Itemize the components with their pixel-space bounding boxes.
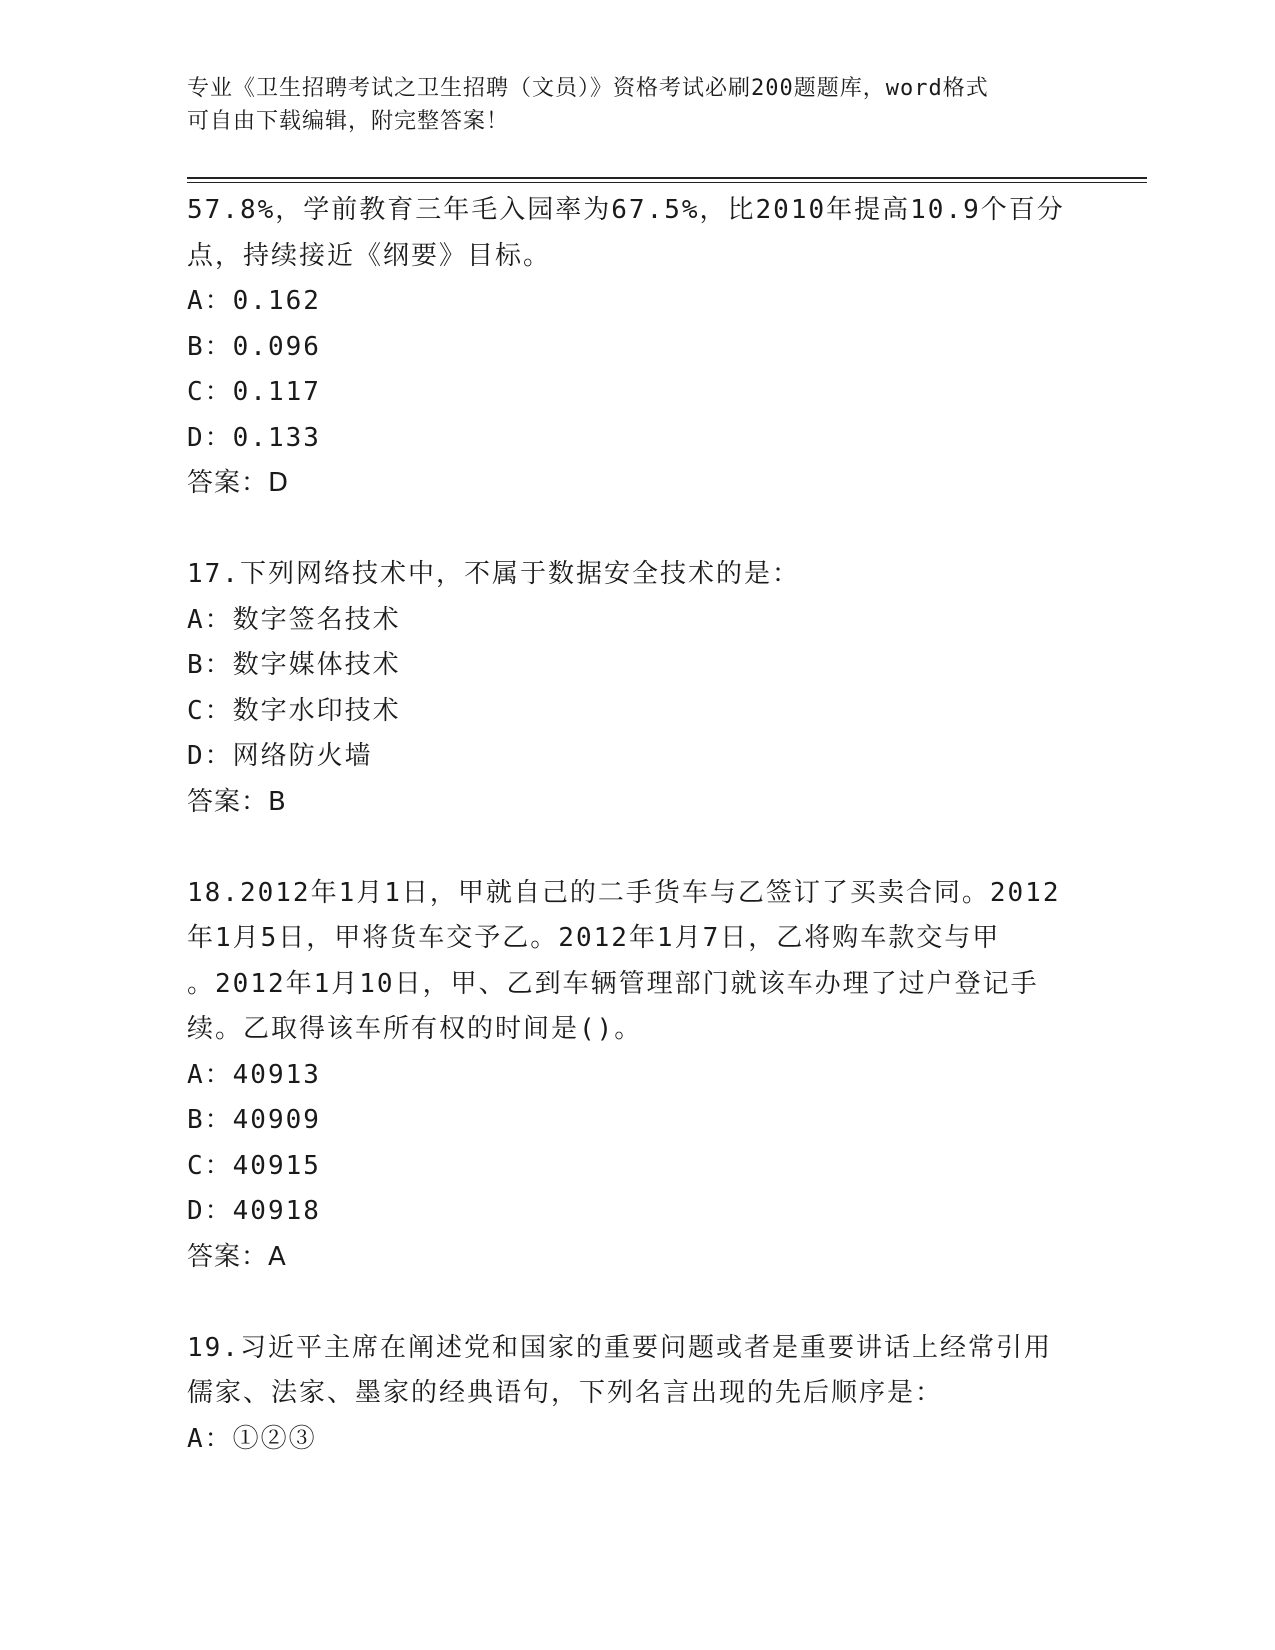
question-stem-line: 57.8%，学前教育三年毛入园率为67.5%，比2010年提高10.9个百分 xyxy=(187,195,1065,225)
header-line-1: 专业《卫生招聘考试之卫生招聘（文员）》资格考试必刷200题题库，word格式 xyxy=(187,76,989,101)
spacer xyxy=(187,1280,1087,1326)
option-c: C：0.117 xyxy=(187,377,321,407)
question-17 xyxy=(187,552,1087,825)
question-19 xyxy=(187,1326,1087,1463)
header-rule-thick xyxy=(187,177,1147,179)
option-a: A：数字签名技术 xyxy=(187,604,401,635)
option-d: D：网络防火墙 xyxy=(187,741,373,771)
spacer xyxy=(187,507,1087,553)
question-stem-line: 儒家、法家、墨家的经典语句，下列名言出现的先后顺序是： xyxy=(187,1378,944,1408)
option-a: A：40913 xyxy=(187,1059,321,1090)
option-b: B：0.096 xyxy=(187,331,321,362)
question-stem-line: 19.习近平主席在阐述党和国家的重要问题或者是重要讲话上经常引用 xyxy=(187,1332,1052,1363)
option-a: A：0.162 xyxy=(187,286,321,316)
option-d: D：40918 xyxy=(187,1196,321,1226)
option-c: C：40915 xyxy=(187,1150,321,1181)
option-b: B：数字媒体技术 xyxy=(187,650,401,680)
question-16 xyxy=(187,188,1087,507)
answer-line: 答案：D xyxy=(187,468,290,498)
header-rule-thin xyxy=(187,182,1147,183)
document-header xyxy=(187,72,1087,138)
question-stem-line: 18.2012年1月1日，甲就自己的二手货车与乙签订了买卖合同。2012 xyxy=(187,877,1061,908)
question-18 xyxy=(187,871,1087,1281)
header-line-2: 可自由下载编辑，附完整答案！ xyxy=(187,109,510,134)
answer-line: 答案：A xyxy=(187,1241,287,1272)
document-body xyxy=(187,188,1087,1462)
option-c: C：数字水印技术 xyxy=(187,695,401,726)
option-b: B：40909 xyxy=(187,1105,321,1135)
question-stem-line: 。2012年1月10日，甲、乙到车辆管理部门就该车办理了过户登记手 xyxy=(187,968,1039,999)
question-stem-line: 年1月5日，甲将货车交予乙。2012年1月7日，乙将购车款交与甲 xyxy=(187,923,1001,953)
answer-line: 答案：B xyxy=(187,786,287,817)
question-stem-line: 续。乙取得该车所有权的时间是()。 xyxy=(187,1014,643,1044)
option-a: A：①②③ xyxy=(187,1423,317,1454)
option-d: D：0.133 xyxy=(187,422,321,453)
spacer xyxy=(187,825,1087,871)
question-stem-line: 17.下列网络技术中，不属于数据安全技术的是： xyxy=(187,559,800,589)
question-stem-line: 点，持续接近《纲要》目标。 xyxy=(187,240,552,271)
